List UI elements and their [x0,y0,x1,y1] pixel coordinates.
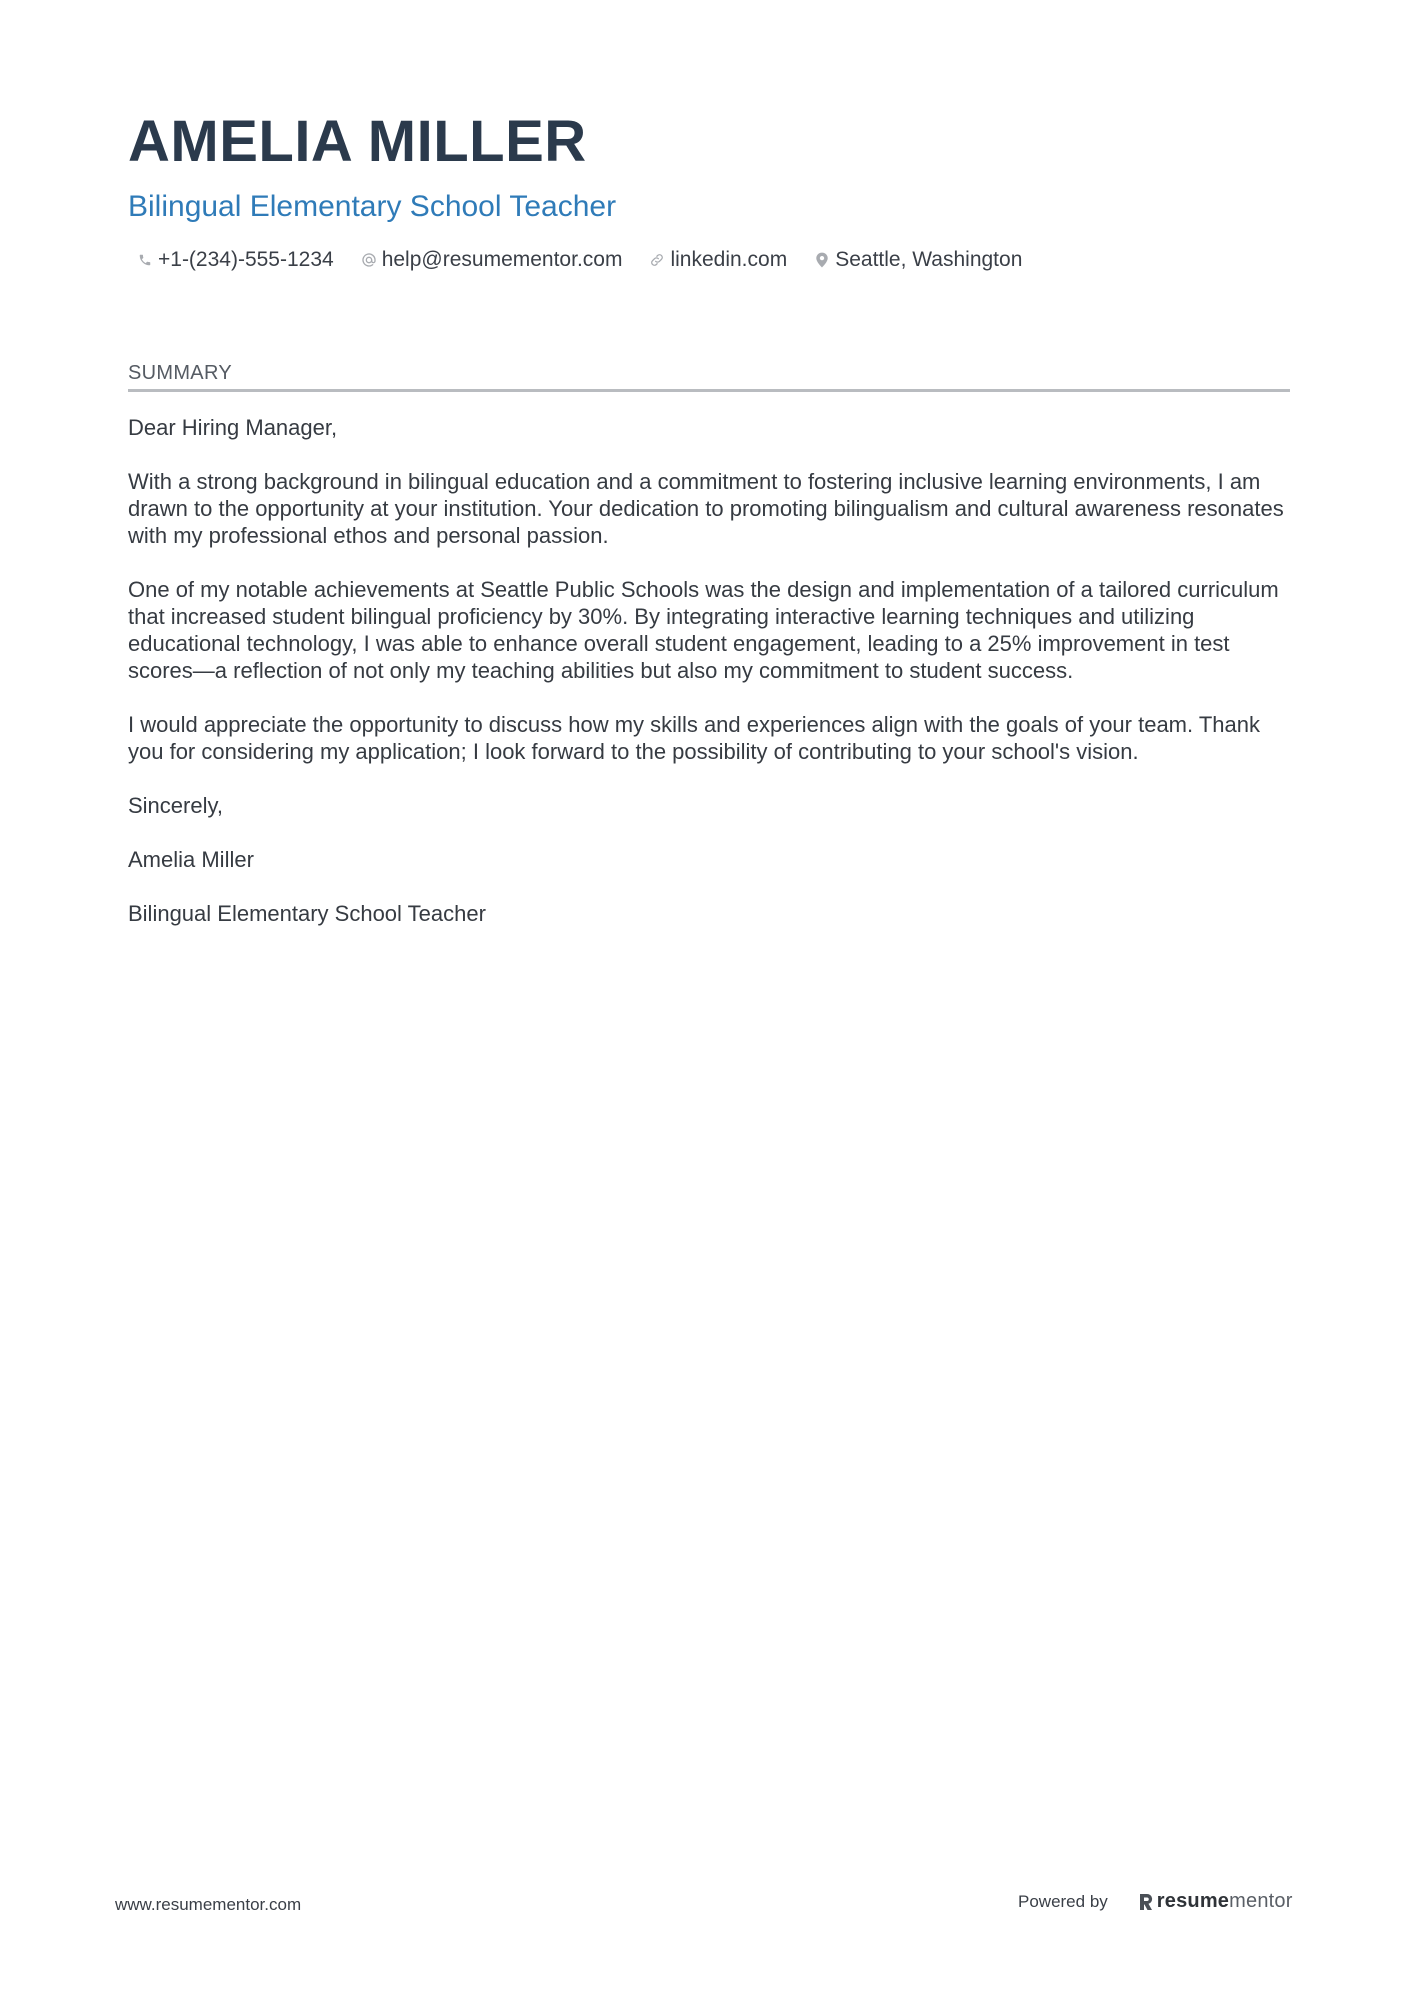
job-title: Bilingual Elementary School Teacher [128,190,617,223]
brand-logo[interactable] [1138,1890,1293,1913]
contact-location [813,246,1022,274]
contact-phone [136,246,334,274]
paragraph-1: With a strong background in bilingual education and a commitment to fostering inclusive learning environments, I am drawn to the opportunity at your institution. Your dedication to promoting bilingualism and cultural awareness resonates with my professional ethos and personal passion. [128,469,1284,548]
linkedin-link: linkedin.com [670,248,788,271]
brand-name-light: mentor [1229,1890,1293,1912]
powered-by-label: Powered by [1018,1891,1108,1911]
footer-branding [1018,1890,1293,1913]
brand-name-strong: resume [1156,1890,1230,1912]
signature-title: Bilingual Elementary School Teacher [128,901,486,926]
section-heading: SUMMARY [128,360,1290,392]
location-pin-icon [813,251,831,269]
paragraph-2: One of my notable achievements at Seattle Public Schools was the design and implementation of a tailored curriculum that increased student bilingual proficiency by 30%. By integrating interactive learning techniques and utilizing educational technology, I was able to enhance overall student engagement, leading to a 25% improvement in test scores—a reflection of not only my teaching abilities but also my commitment to student success. [128,577,1279,683]
phone-icon [136,251,154,269]
contact-email [360,246,623,274]
brand-mark-icon [1138,1892,1154,1912]
footer-website[interactable]: www.resumementor.com [115,1895,302,1914]
paragraph-3: I would appreciate the opportunity to discuss how my skills and experiences align with the goals of your team. Thank you for considering my application; I look forward to the possibility of contributing to your school's vision. [128,712,1260,764]
contact-linkedin [648,246,787,274]
header [128,108,1290,274]
location-text: Seattle, Washington [835,248,1023,271]
candidate-name: AMELIA MILLER [128,109,587,174]
contact-list [128,246,1290,274]
at-icon [360,251,378,269]
cover-letter-body [128,414,1290,927]
closing: Sincerely, [128,793,223,818]
signature-name: Amelia Miller [128,847,254,872]
salutation: Dear Hiring Manager, [128,415,338,440]
summary-section [128,360,1290,954]
phone-number: +1-(234)-555-1234 [158,248,334,271]
email-address: help@resumementor.com [381,248,623,271]
link-icon [648,251,666,269]
